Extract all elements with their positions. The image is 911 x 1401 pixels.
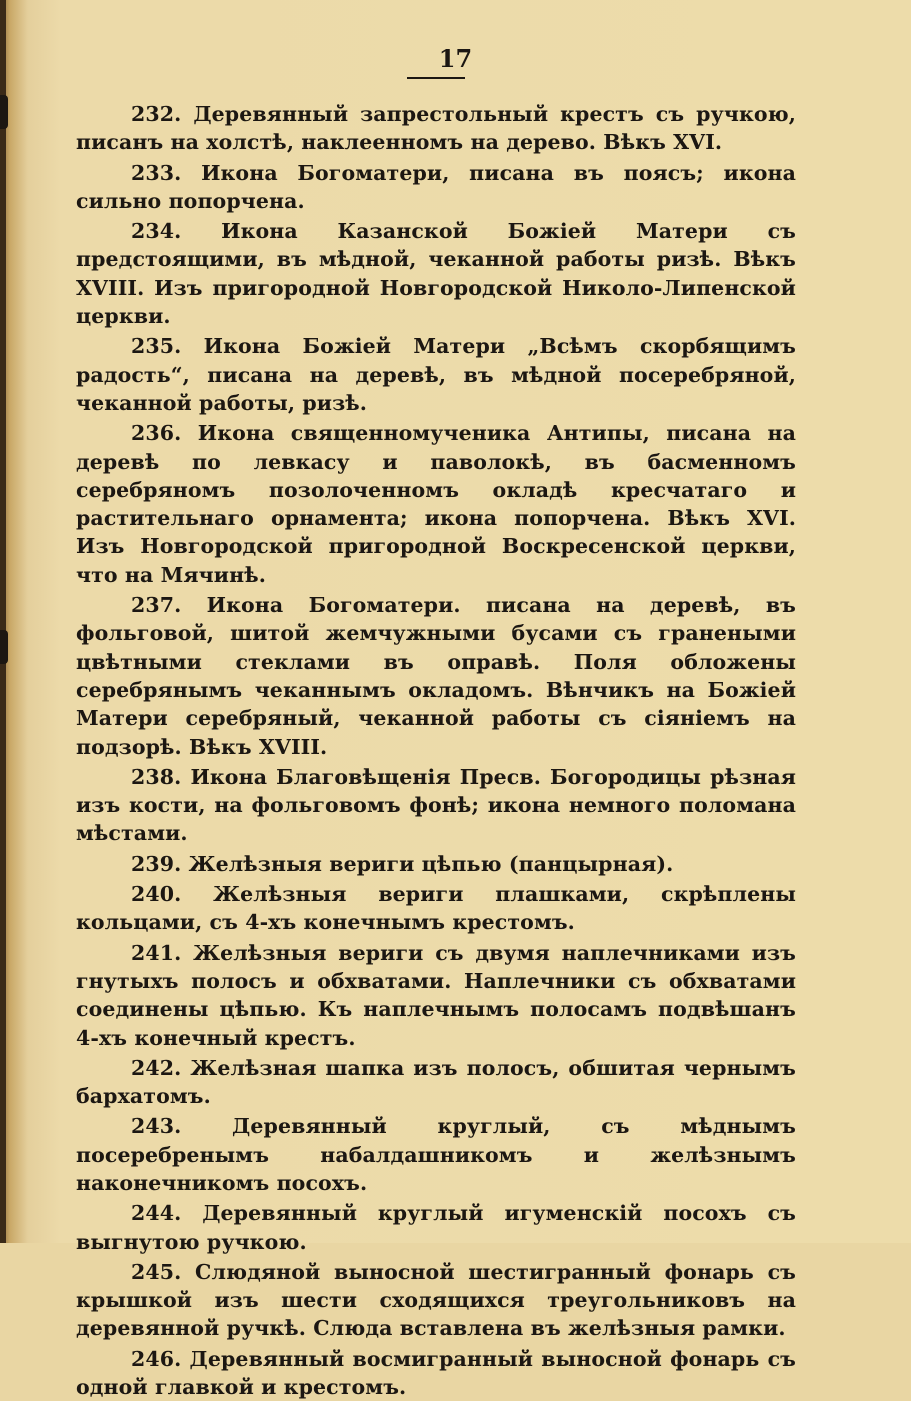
spine-mark xyxy=(0,95,8,129)
entry-number: 242. xyxy=(131,1055,182,1080)
entry-text: Деревянный запрестольный крестъ съ ручкою, писанъ на холстѣ, наклееннoмъ на дерево. Вѣкъ XVI. xyxy=(76,102,796,155)
catalog-entry xyxy=(76,1112,796,1197)
entry-number: 244. xyxy=(131,1201,182,1226)
entry-number: 245. xyxy=(131,1259,182,1284)
catalog-entry xyxy=(76,763,796,848)
catalog-entry xyxy=(76,1258,796,1343)
entry-number: 246. xyxy=(131,1346,182,1371)
catalog-entry xyxy=(76,159,796,216)
entry-text: Икона Богоматери, писана въ поясъ; икона сильно попорчена. xyxy=(76,160,796,213)
entry-number: 241. xyxy=(131,940,182,965)
entry-number: 239. xyxy=(131,851,182,876)
catalog-entry xyxy=(76,939,796,1052)
entry-text: Икона Казанской Божіей Матери съ предстоящими, въ мѣдной, чеканной работы ризѣ. Вѣкъ XVIII. Изъ пригородной Новгородской Николо-Липенской церкви. xyxy=(76,219,796,329)
book-spine xyxy=(0,0,6,1243)
entry-text: Деревянный восмигранный выносной фонарь съ одной главкой и крестомъ. xyxy=(76,1346,796,1400)
spine-mark xyxy=(0,630,8,664)
catalog-entry xyxy=(76,880,796,937)
catalog-entry xyxy=(76,419,796,589)
entry-number: 240. xyxy=(131,882,182,907)
catalog-entry xyxy=(76,217,796,330)
entry-number: 236. xyxy=(131,421,182,446)
catalog-entry xyxy=(76,850,796,878)
entry-text: Икона Богоматери. писана на деревѣ, въ фольговой, шитой жемчужными бусами съ гранеными цвѣтными стеклами въ оправѣ. Поля обложены серебрянымъ чеканнымъ окладомъ. Вѣнчикъ на Божіей Матери серебряный, чеканной работы съ сіяніемъ на подзорѣ. Вѣкъ XVIII. xyxy=(76,593,796,759)
entry-text: Икона Божіей Матери „Всѣмъ скорбящимъ радость“, писана на деревѣ, въ мѣдной посеребряной, чеканной работы, ризѣ. xyxy=(76,334,796,415)
entry-text: Желѣзная шапка изъ полосъ, обшитая чернымъ бархатомъ. xyxy=(76,1055,796,1109)
entry-number: 243. xyxy=(131,1114,182,1139)
entry-number: 232. xyxy=(131,102,182,126)
entry-number: 235. xyxy=(131,334,182,359)
page-number: 17 xyxy=(438,44,473,73)
entry-number: 233. xyxy=(131,160,182,185)
catalog-entry xyxy=(76,1199,796,1256)
catalog-entry xyxy=(76,1345,796,1401)
page-number-rule xyxy=(407,77,465,79)
catalog-entry xyxy=(76,100,796,157)
entry-text: Слюдяной выносной шестигранный фонарь съ крышкой изъ шести сходящихся треугольниковъ на деревянной ручкѣ. Слюда вставлена въ желѣзныя рамки. xyxy=(76,1259,796,1341)
catalog-entry xyxy=(76,591,796,761)
entry-number: 234. xyxy=(131,219,182,244)
catalog-entry xyxy=(76,1054,796,1111)
entry-text: Желѣзныя вериги съ двумя наплечниками изъ гнутыхъ полосъ и обхватами. Наплечники съ обхватами соединены цѣпью. Къ наплечнымъ полосамъ подвѣшанъ 4-хъ конечный крестъ. xyxy=(76,940,796,1050)
entry-number: 237. xyxy=(131,593,182,618)
entry-text: Икона Благовѣщенія Пресв. Богородицы рѣзная изъ кости, на фольговомъ фонѣ; икона немного поломана мѣстами. xyxy=(76,764,796,846)
catalog-entry xyxy=(76,332,796,417)
entry-text: Желѣзныя вериги плашками, скрѣплены кольцами, съ 4-хъ конечнымъ крестомъ. xyxy=(76,882,796,935)
catalog-entries xyxy=(76,100,796,1401)
entry-number: 238. xyxy=(131,764,182,789)
entry-text: Икона священномученика Антипы, писана на деревѣ по левкасу и паволокѣ, въ басменномъ серебряномъ позолоченномъ окладѣ кресчатаго и растительнаго орнамента; икона попорчена. Вѣкъ XVI. Изъ Новгородской пригородной Воскресенской церкви, что на Мячинѣ. xyxy=(76,421,796,587)
entry-text: Деревянный круглый, съ мѣднымъ посеребренымъ набалдашникомъ и желѣзнымъ наконечникомъ посохъ. xyxy=(76,1114,796,1195)
entry-text: Желѣзныя вериги цѣпью (панцырная). xyxy=(188,851,674,876)
entry-text: Деревянный круглый игуменскій посохъ съ выгнутою ручкою. xyxy=(76,1201,796,1254)
